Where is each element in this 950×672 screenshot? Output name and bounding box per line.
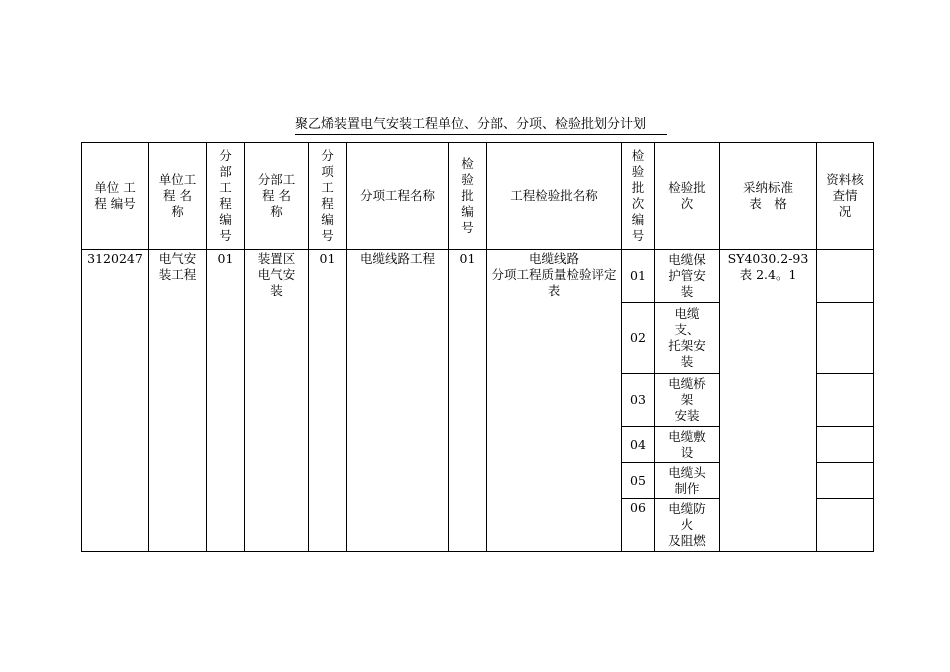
batch-name-item: 电缆防 火 及阻燃 (655, 499, 720, 552)
header-division-code: 分 部 工 程 编 号 (207, 143, 245, 250)
unit-name-cell: 电气安 装工程 (149, 250, 207, 552)
header-unit-name: 单位工 程 名 称 (149, 143, 207, 250)
batch-name-cell: 电缆线路 分项工程质量检验评定 表 (487, 250, 622, 552)
batch-name-item: 电缆桥 架 安装 (655, 374, 720, 427)
unit-code-cell: 3120247 (82, 250, 149, 552)
batch-name-item: 电缆 支、 托架安 装 (655, 303, 720, 374)
batch-name-item: 电缆保 护管安 装 (655, 250, 720, 303)
header-batch-code: 检 验 批 编 号 (449, 143, 487, 250)
header-division-name: 分部工 程 名 称 (245, 143, 309, 250)
header-batch-name: 工程检验批名称 (487, 143, 622, 250)
review-cell (817, 250, 874, 303)
review-cell (817, 499, 874, 552)
division-code-cell: 01 (207, 250, 245, 552)
review-cell (817, 374, 874, 427)
batch-code-cell: 01 (449, 250, 487, 552)
header-batch-seq: 检 验 批 次 编 号 (622, 143, 655, 250)
batch-name-item: 电缆头 制作 (655, 463, 720, 499)
batch-seq-cell: 06 (622, 499, 655, 552)
subitem-name-cell: 电缆线路工程 (347, 250, 449, 552)
header-review: 资料核 查情 况 (817, 143, 874, 250)
batch-seq-cell: 03 (622, 374, 655, 427)
inspection-plan-table (81, 142, 874, 552)
standard-cell: SY4030.2-93 表 2.4。1 (720, 250, 817, 552)
header-batch: 检验批 次 (655, 143, 720, 250)
batch-name-item: 电缆敷 设 (655, 427, 720, 463)
review-cell (817, 303, 874, 374)
batch-seq-cell: 02 (622, 303, 655, 374)
review-cell (817, 427, 874, 463)
header-subitem-name: 分项工程名称 (347, 143, 449, 250)
subitem-code-cell: 01 (309, 250, 347, 552)
division-name-cell: 装置区 电气安 装 (245, 250, 309, 552)
header-subitem-code: 分 项 工 程 编 号 (309, 143, 347, 250)
batch-seq-cell: 04 (622, 427, 655, 463)
header-unit-code: 单位 工 程 编号 (82, 143, 149, 250)
batch-seq-cell: 05 (622, 463, 655, 499)
batch-seq-cell: 01 (622, 250, 655, 303)
review-cell (817, 463, 874, 499)
table-row (82, 250, 874, 303)
document-title: 聚乙烯装置电气安装工程单位、分部、分项、检验批划分计划 (295, 116, 667, 135)
header-row (82, 143, 874, 250)
header-standard: 采纳标准 表 格 (720, 143, 817, 250)
